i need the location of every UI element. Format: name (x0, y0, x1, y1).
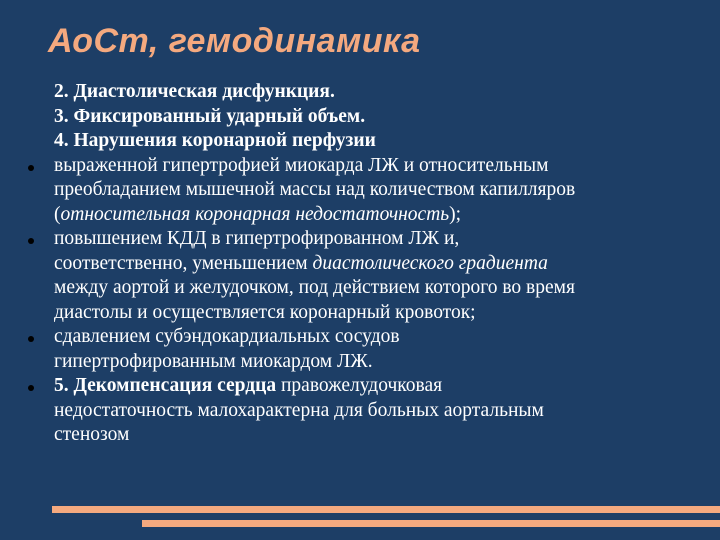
paren-close: ); (449, 203, 462, 225)
bullet-text-line: недостаточность малохарактерна для больных аортальным (54, 399, 544, 421)
accent-bar-bottom (142, 520, 720, 527)
bullet-item-compression (54, 325, 714, 374)
bullet-text-line: сдавлением субэндокардиальных сосудов (54, 326, 400, 347)
bullet-text-line (54, 252, 714, 277)
bullet-text-line: между аортой и желудочком, под действием которого во время (54, 277, 575, 298)
bullet-text-line: стенозом (54, 424, 130, 445)
bullet-text-line: повышением КДД в гипертрофированном ЛЖ и, (54, 228, 460, 249)
italic-term: относительная коронарная недостаточность (60, 203, 450, 225)
numbered-item-2: 2. Диастолическая дисфункция. (54, 81, 335, 102)
bullet-text-line: гипертрофированным миокардом ЛЖ. (54, 350, 373, 372)
bullet-text-line (54, 374, 714, 399)
italic-term: диастолического градиента (312, 252, 548, 274)
accent-bar-top (52, 506, 720, 513)
bullet-item-decompensation (54, 374, 714, 448)
bullet-dot-icon (28, 385, 34, 391)
bullet-item-edp (54, 227, 714, 325)
bullet-text-line: выраженной гипертрофией миокарда ЛЖ и относительным (54, 154, 549, 176)
paren-open: ( (54, 203, 61, 225)
bullet-item-hypertrophy (54, 154, 714, 228)
slide-body (54, 80, 714, 448)
bullet-dot-icon (28, 165, 34, 171)
bold-heading: 5. Декомпенсация сердца (54, 375, 277, 396)
text-rest: правожелудочковая (276, 375, 443, 396)
bullet-text-line: преобладанием мышечной массы над количеством капилляров (54, 179, 576, 200)
bullet-dot-icon (28, 238, 34, 244)
numbered-item-4: 4. Нарушения коронарной перфузии (54, 130, 376, 151)
bullet-text-line (54, 203, 714, 228)
numbered-item-3: 3. Фиксированный ударный объем. (54, 105, 366, 127)
text-prefix: соответственно, уменьшением (54, 252, 313, 274)
slide-title: АоСт, гемодинамика (48, 22, 421, 60)
bullet-dot-icon (28, 336, 34, 342)
bullet-text-line: диастолы и осуществляется коронарный кровоток; (54, 301, 476, 323)
